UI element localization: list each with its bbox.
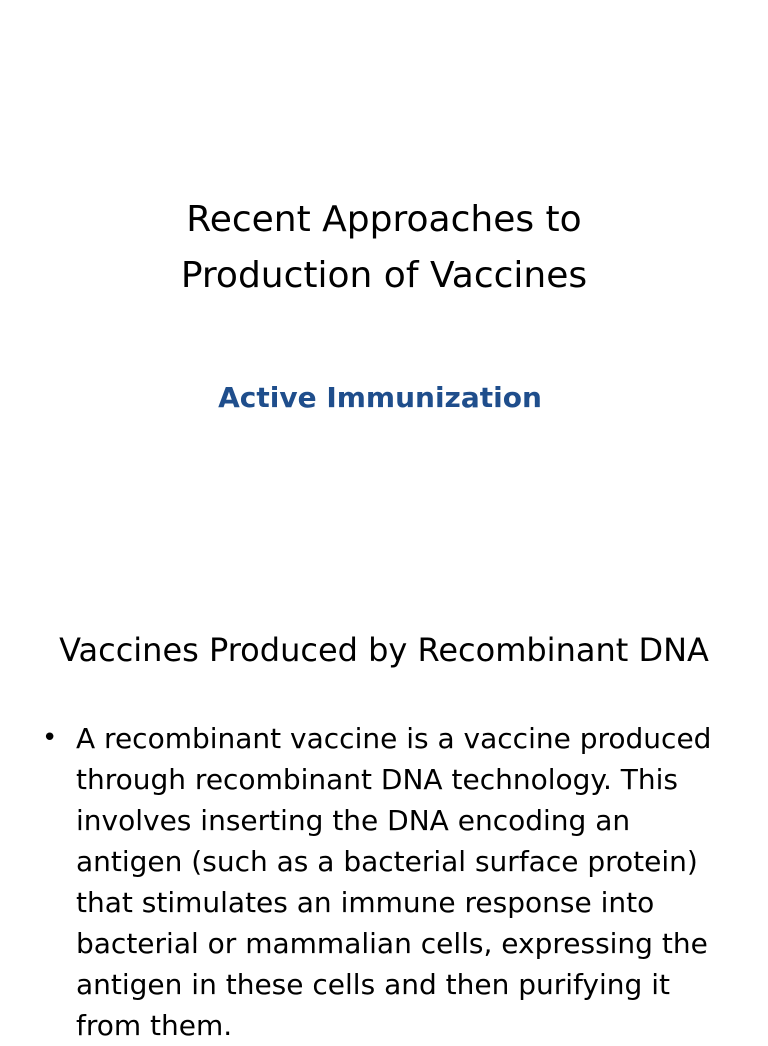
content-slide-title: Vaccines Produced by Recombinant DNA xyxy=(59,631,709,669)
slide-content xyxy=(0,576,768,1042)
bullet-marker: • xyxy=(42,723,58,753)
bullet-text: A recombinant vaccine is a vaccine produced through recombinant DNA technology. This involves inserting the DNA encoding an antigen (such as a bacterial surface protein) that stimulates an immune response into bacterial or mammalian cells, expressing the antigen in these cells and then purifying it from them. xyxy=(76,722,712,1042)
slide-subtitle: Active Immunization xyxy=(218,381,542,414)
title-line-2: Production of Vaccines xyxy=(180,255,588,296)
title-line-1: Recent Approaches to xyxy=(186,199,582,240)
slide-title-heading xyxy=(0,192,768,304)
bullet-item xyxy=(42,718,722,1046)
bullet-list xyxy=(42,718,722,1046)
